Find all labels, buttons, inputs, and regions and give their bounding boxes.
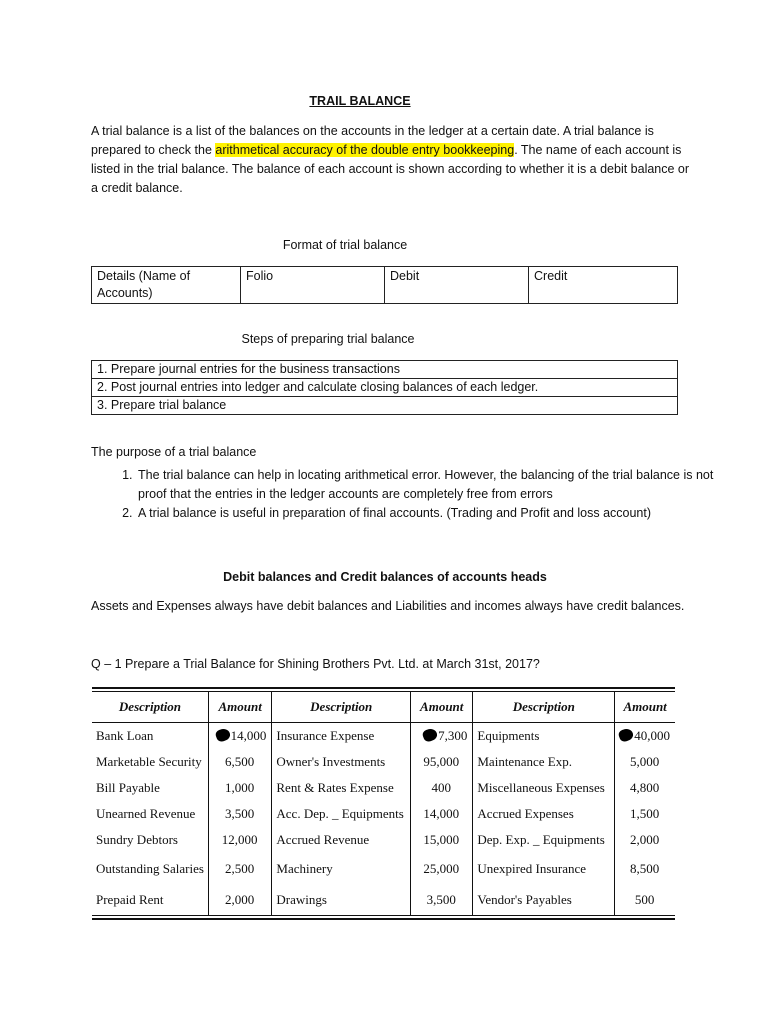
cell-amount: 95,000 <box>411 749 473 775</box>
header-amount: Amount <box>411 692 473 723</box>
cell-amount: 400 <box>411 775 473 801</box>
table-row <box>92 801 675 827</box>
cell-description: Marketable Security <box>92 749 208 775</box>
cell-description: Maintenance Exp. <box>473 749 615 775</box>
steps-row <box>92 379 678 397</box>
intro-highlight: arithmetical accuracy of the double entry bookkeeping <box>215 143 515 157</box>
table-row <box>92 749 675 775</box>
cell-description: Outstanding Salaries <box>92 853 208 884</box>
cell-amount: 5,000 <box>630 754 660 769</box>
purpose-item: 2. A trial balance is useful in preparation of final accounts. (Trading and Profit and loss account) <box>136 504 726 523</box>
cell-amount: 4,800 <box>630 780 660 795</box>
header-amount: Amount <box>615 692 675 723</box>
cell-description: Bank Loan <box>92 723 208 750</box>
table-bottom-rule-2 <box>92 918 675 920</box>
step-item: 3. Prepare trial balance <box>92 397 678 415</box>
cell-amount: 3,500 <box>411 884 473 915</box>
ink-blot <box>421 727 438 743</box>
cell-description: Prepaid Rent <box>92 884 208 915</box>
purpose-list <box>91 466 726 523</box>
cell-description: Machinery <box>272 853 411 884</box>
cell-description: Accrued Expenses <box>473 801 615 827</box>
cell-amount-value: 7,300 <box>438 728 468 743</box>
cell-amount: 2,000 <box>208 884 271 915</box>
question-text: Q – 1 Prepare a Trial Balance for Shining Brothers Pvt. Ltd. at March 31st, 2017? <box>91 657 540 671</box>
step-item: 2. Post journal entries into ledger and calculate closing balances of each ledger. <box>92 379 678 397</box>
ink-blot <box>618 727 635 743</box>
format-col-details: Details (Name of Accounts) <box>92 267 241 304</box>
intro-paragraph <box>91 122 691 198</box>
header-description: Description <box>92 692 208 723</box>
cell-amount: 15,000 <box>411 827 473 853</box>
page-title: TRAIL BALANCE <box>309 94 411 108</box>
cell-amount: 500 <box>634 891 655 907</box>
purpose-item: 1. The trial balance can help in locating arithmetical error. However, the balancing of the trial balance is not proof that the entries in the ledger accounts are completely free from errors <box>136 466 726 504</box>
header-amount: Amount <box>208 692 271 723</box>
cell-description: Vendor's Payables <box>473 884 615 915</box>
table-row <box>92 827 675 853</box>
cell-description: Owner's Investments <box>272 749 411 775</box>
format-table <box>91 266 678 304</box>
cell-description: Dep. Exp. _ Equipments <box>473 827 615 853</box>
table-row <box>92 853 675 884</box>
cell-amount: 8,500 <box>630 860 660 876</box>
cell-amount: 14,000 <box>411 801 473 827</box>
header-description: Description <box>272 692 411 723</box>
balances-text: Assets and Expenses always have debit balances and Liabilities and incomes always have credit balances. <box>91 599 685 613</box>
format-col-folio: Folio <box>241 267 385 304</box>
intro-text-2: . The name of each account is listed in the trial balance. The balance of each account is shown according to whether it is a debit balance or a credit balance. <box>91 143 690 195</box>
step-item: 1. Prepare journal entries for the business transactions <box>92 361 678 379</box>
format-table-row <box>92 267 678 304</box>
trial-balance-table <box>92 692 675 915</box>
intro-text-1: A trial balance is a list of the balances on the accounts in the ledger at a certain date. A trial balance is prepared to check the <box>91 124 654 157</box>
steps-row <box>92 361 678 379</box>
balances-heading: Debit balances and Credit balances of accounts heads <box>223 570 547 584</box>
trial-balance-table-image <box>92 687 675 920</box>
cell-description: Miscellaneous Expenses <box>473 775 615 801</box>
steps-row <box>92 397 678 415</box>
cell-amount: 2,000 <box>630 832 660 847</box>
cell-amount <box>615 723 675 750</box>
cell-description: Acc. Dep. _ Equipments <box>272 801 411 827</box>
cell-amount <box>411 723 473 750</box>
cell-description: Insurance Expense <box>272 723 411 750</box>
format-heading: Format of trial balance <box>282 238 408 252</box>
cell-amount: 3,500 <box>208 801 271 827</box>
cell-amount <box>208 723 271 750</box>
cell-description: Unexpired Insurance <box>473 853 615 884</box>
table-row <box>92 723 675 750</box>
table-row <box>92 884 675 915</box>
steps-table <box>91 360 678 415</box>
cell-description: Accrued Revenue <box>272 827 411 853</box>
cell-description: Sundry Debtors <box>92 827 208 853</box>
cell-amount-value: 40,000 <box>634 728 670 743</box>
purpose-heading: The purpose of a trial balance <box>91 445 257 459</box>
cell-amount: 25,000 <box>411 853 473 884</box>
cell-amount: 2,500 <box>208 853 271 884</box>
format-col-credit: Credit <box>529 267 678 304</box>
cell-amount: 12,000 <box>208 827 271 853</box>
cell-description: Equipments <box>473 723 615 750</box>
cell-description: Unearned Revenue <box>92 801 208 827</box>
table-header-row <box>92 692 675 723</box>
cell-description: Bill Payable <box>92 775 208 801</box>
steps-heading: Steps of preparing trial balance <box>241 332 415 346</box>
table-row <box>92 775 675 801</box>
cell-description: Drawings <box>272 884 411 915</box>
cell-amount: 1,500 <box>630 806 660 821</box>
cell-description: Rent & Rates Expense <box>272 775 411 801</box>
format-col-debit: Debit <box>385 267 529 304</box>
ink-blot <box>214 727 231 743</box>
cell-amount: 6,500 <box>208 749 271 775</box>
header-description: Description <box>473 692 615 723</box>
cell-amount-value: 14,000 <box>230 728 267 743</box>
cell-amount: 1,000 <box>208 775 271 801</box>
